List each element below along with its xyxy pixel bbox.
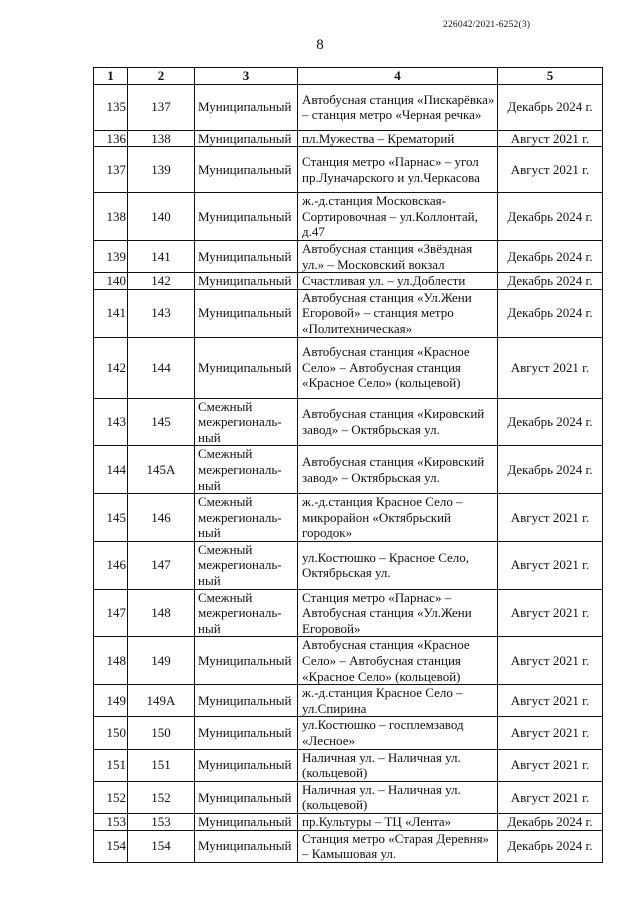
row-number: 151 (94, 749, 128, 781)
route-number: 147 (128, 541, 195, 589)
change-date: Декабрь 2024 г. (498, 193, 603, 241)
route-type: Смежный межрегиональ-ный (195, 446, 298, 494)
route-path: Автобусная станция «Звёздная ул.» – Московский вокзал (298, 240, 498, 272)
route-number: 148 (128, 589, 195, 637)
route-type: Смежный межрегиональ-ный (195, 589, 298, 637)
row-number: 139 (94, 240, 128, 272)
row-number: 138 (94, 193, 128, 241)
row-number: 140 (94, 273, 128, 290)
table-row (94, 273, 603, 290)
route-type: Муниципальный (195, 193, 298, 241)
row-number: 135 (94, 84, 128, 130)
route-number: 145А (128, 446, 195, 494)
table-row (94, 637, 603, 685)
route-number: 143 (128, 289, 195, 337)
route-type: Смежный межрегиональ-ный (195, 494, 298, 542)
row-number: 144 (94, 446, 128, 494)
change-date: Декабрь 2024 г. (498, 446, 603, 494)
route-type: Муниципальный (195, 781, 298, 813)
route-path: ж.-д.станция Красное Село – микрорайон «Октябрьский городок» (298, 494, 498, 542)
route-number: 146 (128, 494, 195, 542)
route-path: Станция метро «Старая Деревня» – Камышовая ул. (298, 830, 498, 862)
route-number: 139 (128, 147, 195, 193)
document-code: 226042/2021-6252(3) (443, 20, 531, 30)
row-number: 148 (94, 637, 128, 685)
table-row (94, 240, 603, 272)
change-date: Август 2021 г. (498, 337, 603, 398)
route-number: 149А (128, 685, 195, 717)
route-type: Муниципальный (195, 717, 298, 749)
route-path: ул.Костюшко – Красное Село, Октябрьская ул. (298, 541, 498, 589)
route-type: Муниципальный (195, 637, 298, 685)
change-date: Август 2021 г. (498, 589, 603, 637)
table-row (94, 749, 603, 781)
route-number: 150 (128, 717, 195, 749)
row-number: 146 (94, 541, 128, 589)
column-header-3: 3 (195, 68, 298, 85)
route-type: Муниципальный (195, 813, 298, 830)
row-number: 143 (94, 398, 128, 446)
table-row (94, 130, 603, 147)
route-path: Автобусная станция «Пискарёвка» – станция метро «Черная речка» (298, 84, 498, 130)
route-number: 144 (128, 337, 195, 398)
table-row (94, 494, 603, 542)
change-date: Август 2021 г. (498, 494, 603, 542)
change-date: Декабрь 2024 г. (498, 273, 603, 290)
route-type: Муниципальный (195, 273, 298, 290)
row-number: 145 (94, 494, 128, 542)
table-row (94, 589, 603, 637)
route-number: 145 (128, 398, 195, 446)
route-path: Станция метро «Парнас» – угол пр.Луначарского и ул.Черкасова (298, 147, 498, 193)
row-number: 137 (94, 147, 128, 193)
page-number: 8 (316, 37, 324, 53)
row-number: 136 (94, 130, 128, 147)
route-number: 153 (128, 813, 195, 830)
row-number: 150 (94, 717, 128, 749)
change-date: Август 2021 г. (498, 717, 603, 749)
route-path: Наличная ул. – Наличная ул. (кольцевой) (298, 781, 498, 813)
table-header-row (94, 68, 603, 85)
column-header-4: 4 (298, 68, 498, 85)
table-row (94, 541, 603, 589)
route-type: Муниципальный (195, 289, 298, 337)
change-date: Декабрь 2024 г. (498, 240, 603, 272)
change-date: Декабрь 2024 г. (498, 289, 603, 337)
route-path: ж.-д.станция Московская-Сортировочная – ул.Коллонтай, д.47 (298, 193, 498, 241)
change-date: Декабрь 2024 г. (498, 830, 603, 862)
table-row (94, 830, 603, 862)
change-date: Август 2021 г. (498, 749, 603, 781)
row-number: 147 (94, 589, 128, 637)
route-type: Муниципальный (195, 130, 298, 147)
change-date: Август 2021 г. (498, 781, 603, 813)
route-type: Муниципальный (195, 84, 298, 130)
change-date: Декабрь 2024 г. (498, 398, 603, 446)
table-row (94, 398, 603, 446)
route-number: 151 (128, 749, 195, 781)
table-row (94, 147, 603, 193)
change-date: Август 2021 г. (498, 541, 603, 589)
route-number: 140 (128, 193, 195, 241)
route-type: Муниципальный (195, 337, 298, 398)
route-type: Смежный межрегиональ-ный (195, 398, 298, 446)
table-row (94, 781, 603, 813)
route-type: Муниципальный (195, 830, 298, 862)
route-type: Муниципальный (195, 147, 298, 193)
table-row (94, 813, 603, 830)
table-row (94, 685, 603, 717)
row-number: 149 (94, 685, 128, 717)
row-number: 153 (94, 813, 128, 830)
table-row (94, 446, 603, 494)
route-path: Наличная ул. – Наличная ул.(кольцевой) (298, 749, 498, 781)
table-row (94, 289, 603, 337)
change-date: Декабрь 2024 г. (498, 84, 603, 130)
route-path: Станция метро «Парнас» – Автобусная станция «Ул.Жени Егоровой» (298, 589, 498, 637)
route-number: 154 (128, 830, 195, 862)
change-date: Август 2021 г. (498, 130, 603, 147)
table-row (94, 84, 603, 130)
table-row (94, 717, 603, 749)
route-number: 137 (128, 84, 195, 130)
row-number: 154 (94, 830, 128, 862)
table-row (94, 337, 603, 398)
route-type: Муниципальный (195, 685, 298, 717)
route-path: пр.Культуры – ТЦ «Лента» (298, 813, 498, 830)
route-number: 141 (128, 240, 195, 272)
change-date: Август 2021 г. (498, 147, 603, 193)
column-header-1: 1 (94, 68, 128, 85)
change-date: Август 2021 г. (498, 685, 603, 717)
route-path: ж.-д.станция Красное Село – ул.Спирина (298, 685, 498, 717)
route-path: Автобусная станция «Кировский завод» – Октябрьская ул. (298, 398, 498, 446)
row-number: 142 (94, 337, 128, 398)
table-row (94, 193, 603, 241)
route-path: Автобусная станция «Ул.Жени Егоровой» – станция метро «Политехническая» (298, 289, 498, 337)
route-path: пл.Мужества – Крематорий (298, 130, 498, 147)
change-date: Декабрь 2024 г. (498, 813, 603, 830)
route-number: 149 (128, 637, 195, 685)
route-number: 142 (128, 273, 195, 290)
route-path: Автобусная станция «Кировский завод» – Октябрьская ул. (298, 446, 498, 494)
route-path: ул.Костюшко – госплемзавод «Лесное» (298, 717, 498, 749)
routes-table (93, 67, 603, 863)
route-type: Смежный межрегиональ-ный (195, 541, 298, 589)
route-type: Муниципальный (195, 240, 298, 272)
column-header-5: 5 (498, 68, 603, 85)
route-path: Автобусная станция «Красное Село» – Автобусная станция «Красное Село» (кольцевой) (298, 637, 498, 685)
route-path: Счастливая ул. – ул.Доблести (298, 273, 498, 290)
route-type: Муниципальный (195, 749, 298, 781)
route-number: 138 (128, 130, 195, 147)
row-number: 141 (94, 289, 128, 337)
change-date: Август 2021 г. (498, 637, 603, 685)
route-number: 152 (128, 781, 195, 813)
row-number: 152 (94, 781, 128, 813)
column-header-2: 2 (128, 68, 195, 85)
route-path: Автобусная станция «Красное Село» – Автобусная станция «Красное Село» (кольцевой) (298, 337, 498, 398)
